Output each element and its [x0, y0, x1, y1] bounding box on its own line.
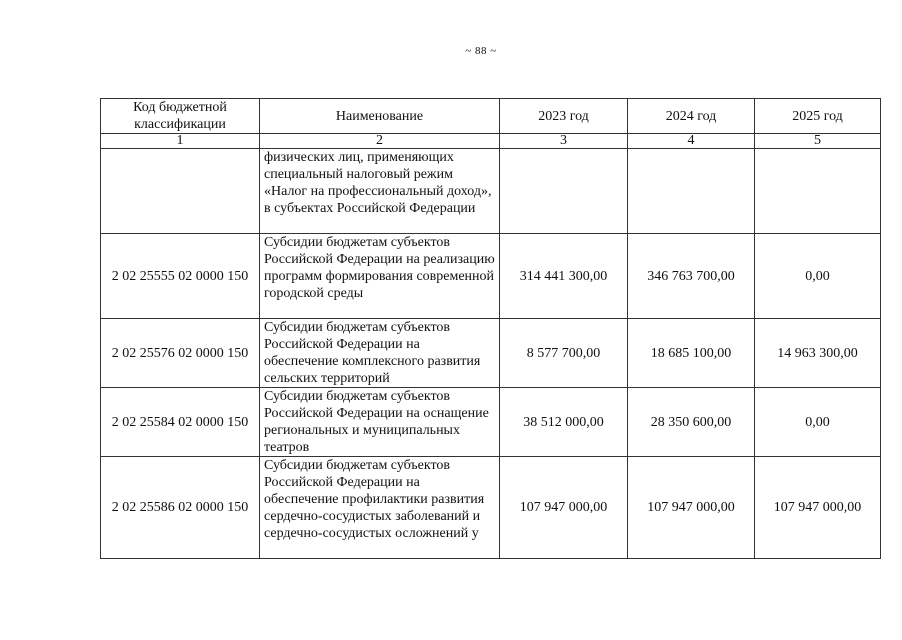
name-cell: Субсидии бюджетам субъектов Российской Федерации на обеспечение профилактики развития сердечно-сосудистых заболеваний и сердечно-сосудистых осложнений у: [260, 457, 500, 559]
amount-2023-cell: 314 441 300,00: [500, 234, 628, 319]
name-cell: Субсидии бюджетам субъектов Российской Федерации на оснащение региональных и муниципальных театров: [260, 388, 500, 457]
table-row: [101, 234, 881, 319]
amount-2024-cell: 28 350 600,00: [628, 388, 755, 457]
budget-code-cell: 2 02 25555 02 0000 150: [101, 234, 260, 319]
table-row: [101, 149, 881, 234]
amount-2024-cell: [628, 149, 755, 234]
budget-code-cell: 2 02 25586 02 0000 150: [101, 457, 260, 559]
table-row: [101, 457, 881, 559]
amount-2025-cell: 0,00: [755, 234, 881, 319]
table-row: [101, 388, 881, 457]
name-cell: Субсидии бюджетам субъектов Российской Федерации на обеспечение комплексного развития сельских территорий: [260, 319, 500, 388]
table-header-row: [101, 99, 881, 134]
budget-code-cell: [101, 149, 260, 234]
header-2024: 2024 год: [628, 99, 755, 134]
table-row: [101, 319, 881, 388]
header-code: Код бюджетной классификации: [101, 99, 260, 134]
amount-2023-cell: 107 947 000,00: [500, 457, 628, 559]
amount-2024-cell: 18 685 100,00: [628, 319, 755, 388]
amount-2025-cell: 0,00: [755, 388, 881, 457]
header-2023: 2023 год: [500, 99, 628, 134]
header-name: Наименование: [260, 99, 500, 134]
amount-2023-cell: 8 577 700,00: [500, 319, 628, 388]
amount-2025-cell: 14 963 300,00: [755, 319, 881, 388]
name-cell: физических лиц, применяющих специальный налоговый режим «Налог на профессиональный доход», в субъектах Российской Федерации: [260, 149, 500, 234]
header-2025: 2025 год: [755, 99, 881, 134]
page-number: ~ 88 ~: [465, 45, 497, 57]
budget-table: [100, 98, 881, 559]
column-number: 1: [101, 134, 260, 149]
amount-2024-cell: 107 947 000,00: [628, 457, 755, 559]
column-number: 2: [260, 134, 500, 149]
amount-2023-cell: [500, 149, 628, 234]
budget-code-cell: 2 02 25584 02 0000 150: [101, 388, 260, 457]
column-number: 4: [628, 134, 755, 149]
budget-code-cell: 2 02 25576 02 0000 150: [101, 319, 260, 388]
name-cell: Субсидии бюджетам субъектов Российской Федерации на реализацию программ формирования современной городской среды: [260, 234, 500, 319]
amount-2023-cell: 38 512 000,00: [500, 388, 628, 457]
column-number: 5: [755, 134, 881, 149]
amount-2025-cell: [755, 149, 881, 234]
amount-2024-cell: 346 763 700,00: [628, 234, 755, 319]
column-number: 3: [500, 134, 628, 149]
column-number-row: [101, 134, 881, 149]
amount-2025-cell: 107 947 000,00: [755, 457, 881, 559]
